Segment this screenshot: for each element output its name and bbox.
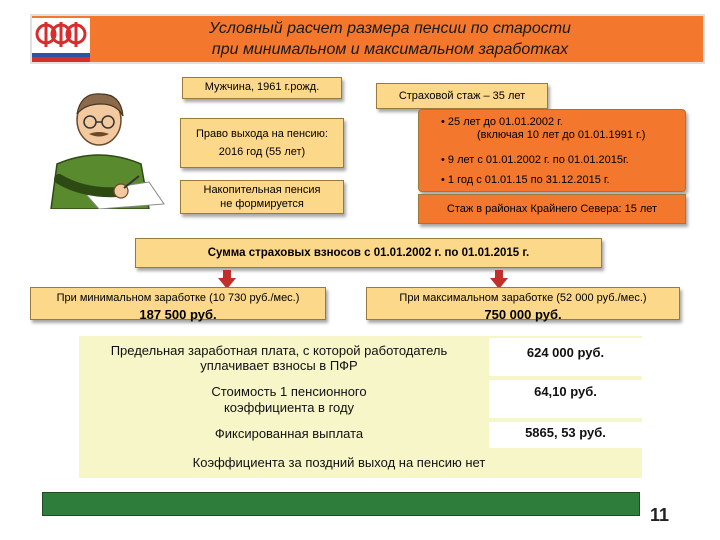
table-cell-label bbox=[159, 384, 419, 416]
table-row bbox=[79, 422, 642, 448]
min-salary-value: 187 500 руб. bbox=[139, 307, 217, 322]
funded-pension-box bbox=[180, 180, 344, 214]
contributions-label: Сумма страховых взносов с 01.01.2002 г. по 01.01.2015 г. bbox=[207, 247, 530, 259]
min-salary-box bbox=[30, 287, 326, 320]
retirement-label: Право выхода на пенсию: bbox=[196, 128, 328, 140]
experience-box bbox=[418, 109, 686, 192]
footer-bar bbox=[42, 492, 640, 516]
table-cell-value: 5865, 53 руб. bbox=[489, 422, 642, 448]
table-row bbox=[79, 336, 642, 378]
table-row bbox=[79, 450, 642, 478]
row1-label-line-1: Предельная заработная плата, с которой работодатель bbox=[110, 343, 448, 358]
table-row bbox=[79, 380, 642, 422]
experience-item-2: • 9 лет с 01.01.2002 г. по 01.01.2015г. bbox=[441, 154, 629, 166]
table-cell-label bbox=[79, 343, 479, 373]
row4-label: Коэффициента за поздний выход на пенсию нет bbox=[192, 455, 486, 470]
experience-item-1 bbox=[441, 116, 645, 142]
page-title bbox=[120, 18, 660, 60]
min-salary-label: При минимальном заработке (10 730 руб./мес.) bbox=[56, 292, 300, 304]
table-cell-value: 624 000 руб. bbox=[489, 338, 642, 376]
title-line-2: при минимальном и максимальном заработках bbox=[211, 41, 569, 58]
retirement-box bbox=[180, 118, 344, 168]
funded-line-1: Накопительная пенсия bbox=[203, 184, 321, 196]
man-writing-illustration bbox=[29, 84, 170, 209]
row2-label-line-2: коэффициента в году bbox=[223, 400, 355, 415]
arrow-stem-left bbox=[223, 270, 231, 278]
max-salary-box bbox=[366, 287, 680, 320]
max-salary-label: При максимальном заработке (52 000 руб./мес.) bbox=[399, 292, 647, 304]
arrow-stem-right bbox=[495, 270, 503, 278]
experience-item-3: • 1 год с 01.01.15 по 31.12.2015 г. bbox=[441, 174, 610, 186]
experience-item-1-line-2: (включая 10 лет до 01.01.1991 г.) bbox=[477, 129, 646, 141]
page-number: 11 bbox=[650, 505, 670, 525]
row1-label-line-2: уплачивает взносы в ПФР bbox=[200, 358, 358, 373]
person-box bbox=[182, 77, 342, 99]
north-experience-label: Стаж в районах Крайнего Севера: 15 лет bbox=[446, 203, 658, 215]
person-label: Мужчина, 1961 г.рожд. bbox=[204, 81, 320, 93]
row3-label: Фиксированная выплата bbox=[214, 426, 364, 441]
row2-label-line-1: Стоимость 1 пенсионного bbox=[211, 384, 367, 399]
table-cell-value: 64,10 руб. bbox=[489, 380, 642, 418]
insurance-record-box bbox=[376, 83, 548, 109]
funded-line-2: не формируется bbox=[220, 198, 304, 210]
experience-item-1-line-1: • 25 лет до 01.01.2002 г. bbox=[441, 116, 563, 128]
pfr-logo-icon bbox=[32, 18, 90, 62]
retirement-year: 2016 год (55 лет) bbox=[218, 146, 306, 158]
contributions-box bbox=[135, 238, 602, 268]
title-line-1: Условный расчет размера пенсии по старости bbox=[209, 20, 571, 37]
insurance-record-label: Страховой стаж – 35 лет bbox=[398, 90, 526, 102]
north-experience-box bbox=[418, 194, 686, 224]
max-salary-value: 750 000 руб. bbox=[484, 307, 562, 322]
